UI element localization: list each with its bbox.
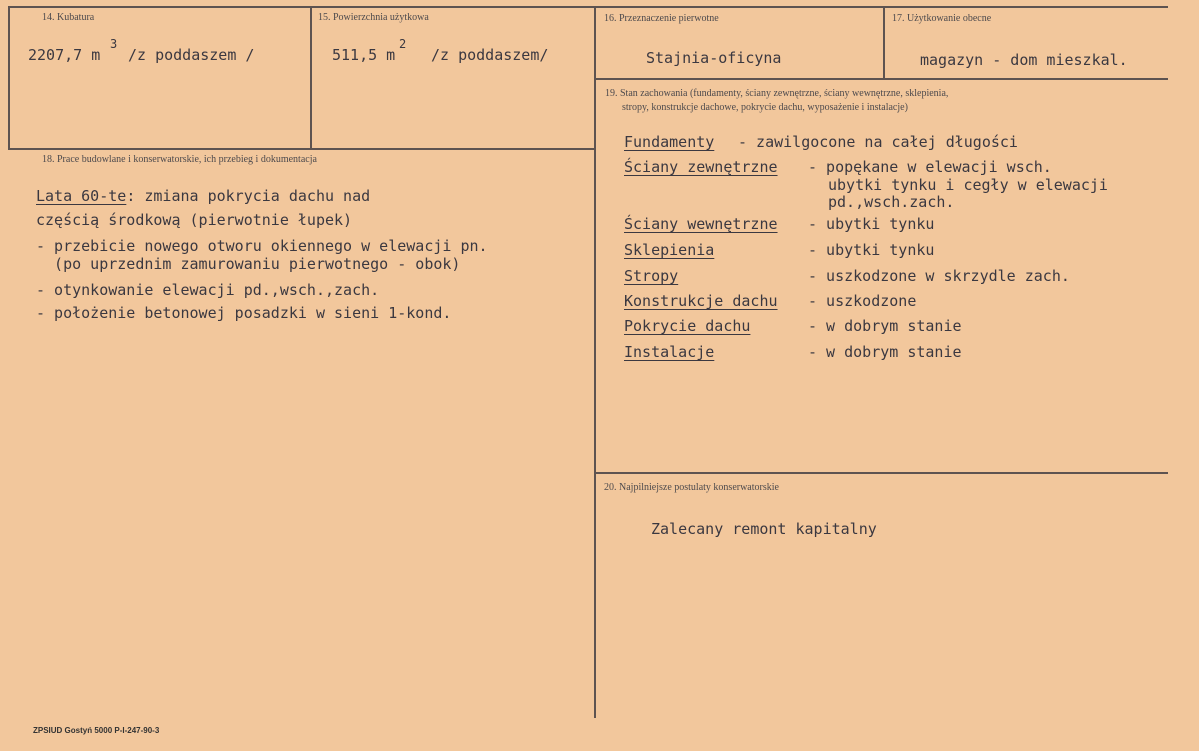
condition-desc: - w dobrym stanie <box>808 317 962 335</box>
condition-desc: - ubytki tynku <box>808 215 935 233</box>
condition-name: Ściany wewnętrzne <box>624 215 778 233</box>
field-18-label: 18. Prace budowlane i konserwatorskie, ich przebieg i dokumentacja <box>42 154 317 165</box>
field-14-label: 14. Kubatura <box>42 12 95 23</box>
field-19-label-line1: 19. Stan zachowania (fundamenty, ściany zewnętrzne, ściany wewnętrzne, sklepienia, <box>605 88 949 99</box>
field-18-intro-line2: częścią środkową (pierwotnie łupek) <box>36 211 353 229</box>
condition-name: Stropy <box>624 267 679 285</box>
top-rule <box>8 6 1168 8</box>
condition-name: Sklepienia <box>624 241 715 259</box>
condition-name: Pokrycie dachu <box>624 317 751 335</box>
condition-name: Fundamenty <box>624 133 715 151</box>
condition-desc: - w dobrym stanie <box>808 343 962 361</box>
condition-desc: - zawilgocone na całej długości <box>738 133 1018 151</box>
work-item: - położenie betonowej posadzki w sieni 1-kond. <box>36 304 452 322</box>
work-item: - otynkowanie elewacji pd.,wsch.,zach. <box>36 281 380 299</box>
condition-desc: - uszkodzone w skrzydle zach. <box>808 267 1070 285</box>
rule-above-18 <box>8 148 596 150</box>
left-rule <box>8 6 10 150</box>
field-14-value: 2207,7 m <box>28 46 101 64</box>
field-17-value: magazyn - dom mieszkal. <box>920 51 1128 69</box>
field-15-suffix: /z poddaszem/ <box>431 46 549 64</box>
divider-15-16 <box>594 6 596 718</box>
condition-desc: - popękane w elewacji wsch. <box>808 158 1052 176</box>
condition-desc: - ubytki tynku <box>808 241 935 259</box>
field-19-label-line2: stropy, konstrukcje dachowe, pokrycie dachu, wyposażenie i instalacje) <box>622 102 908 113</box>
rule-above-20 <box>596 472 1168 474</box>
condition-name: Ściany zewnętrzne <box>624 158 778 176</box>
field-17-label: 17. Użytkowanie obecne <box>892 13 992 24</box>
field-18-intro-period: Lata 60-te <box>36 187 127 205</box>
field-16-value: Stajnia-oficyna <box>646 49 782 67</box>
field-18-intro <box>36 188 370 205</box>
field-16-label: 16. Przeznaczenie pierwotne <box>604 13 719 24</box>
field-20-value: Zalecany remont kapitalny <box>651 520 877 538</box>
condition-desc-cont: pd.,wsch.zach. <box>828 193 955 211</box>
divider-14-15 <box>310 6 312 148</box>
work-item: (po uprzednim zamurowaniu pierwotnego - obok) <box>36 255 461 273</box>
condition-name: Instalacje <box>624 343 715 361</box>
rule-above-19 <box>596 78 1168 80</box>
condition-desc: - uszkodzone <box>808 292 917 310</box>
print-footer: ZPSIUD Gostyń 5000 P-I-247-90-3 <box>33 726 160 735</box>
work-item: - przebicie nowego otworu okiennego w elewacji pn. <box>36 237 488 255</box>
field-15-label: 15. Powierzchnia użytkowa <box>318 12 429 23</box>
field-18-intro-rest: : zmiana pokrycia dachu nad <box>126 187 371 205</box>
field-14-unit-exponent: 3 <box>110 37 118 51</box>
condition-desc-cont: ubytki tynku i cegły w elewacji <box>828 176 1108 194</box>
divider-16-17 <box>883 6 885 78</box>
condition-name: Konstrukcje dachu <box>624 292 778 310</box>
field-15-unit-exponent: 2 <box>399 37 407 51</box>
field-14-suffix: /z poddaszem / <box>128 46 255 64</box>
field-20-label: 20. Najpilniejsze postulaty konserwatorskie <box>604 482 779 493</box>
field-15-value: 511,5 m <box>332 46 396 64</box>
